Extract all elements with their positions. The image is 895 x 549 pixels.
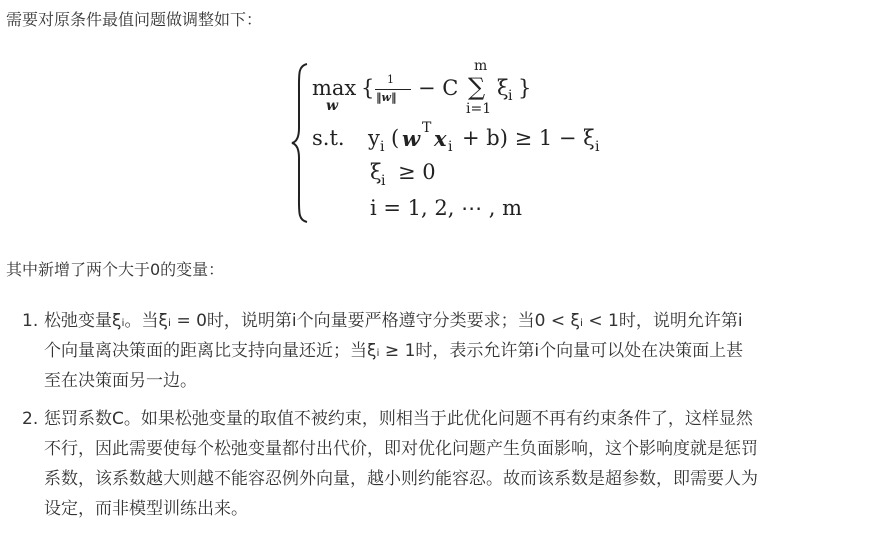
list-item-penalty xyxy=(0,404,895,524)
open-paren: ( xyxy=(391,126,400,150)
minus-c: − C xyxy=(418,76,459,100)
y-symbol: y xyxy=(368,126,380,150)
subject-to: s.t. xyxy=(312,126,345,150)
w-vector: w xyxy=(402,126,421,151)
nonnegative: ≥ 0 xyxy=(398,160,436,184)
sum-lower: i=1 xyxy=(466,101,492,117)
xi-symbol-2: ξ xyxy=(370,160,382,184)
fraction-bar xyxy=(375,89,411,90)
list-line: 不行，因此需要使每个松弛变量都付出代价，即对优化问题产生负面影响，这个影响度就是惩罚 xyxy=(44,439,758,459)
list-line: 个向量离决策面的距离比支持向量还近；当ξᵢ ≥ 1时，表示允许第i个向量可以处在决策面上甚 xyxy=(44,341,744,361)
index-range: i = 1, 2, ⋯ , m xyxy=(370,196,523,220)
variable-list xyxy=(0,306,895,524)
xi-symbol: ξ xyxy=(497,76,509,100)
fraction-denominator: ‖w‖ xyxy=(376,91,397,104)
y-subscript: i xyxy=(380,139,385,155)
transpose-mark: T xyxy=(422,120,432,136)
constraint-rest: + b) ≥ 1 − ξ xyxy=(462,126,595,150)
sum-symbol: ∑ xyxy=(468,73,486,101)
x-vector: x xyxy=(434,126,447,151)
list-line: 设定，而非模型训练出来。 xyxy=(44,499,248,519)
after-text: 其中新增了两个大于0的变量： xyxy=(6,260,225,279)
left-curly: { xyxy=(361,76,375,100)
right-curly: } xyxy=(518,76,532,100)
fraction-numerator: 1 xyxy=(387,73,394,86)
list-number: 2. xyxy=(22,409,39,429)
max-operator: max xyxy=(312,76,357,100)
xi-subscript-2: i xyxy=(381,173,386,189)
xi-subscript: i xyxy=(508,88,513,104)
intro-text: 需要对原条件最值问题做调整如下： xyxy=(6,10,263,29)
list-line: 惩罚系数C。如果松弛变量的取值不被约束，则相当于此优化问题不再有约束条件了，这样显然 xyxy=(44,409,753,429)
left-brace-icon xyxy=(290,62,310,224)
x-subscript: i xyxy=(448,139,453,155)
list-line: 至在决策面另一边。 xyxy=(44,371,197,391)
sum-upper: m xyxy=(474,58,488,74)
constraint-subscript: i xyxy=(595,139,600,155)
list-line: 松弛变量ξᵢ。当ξᵢ = 0时，说明第i个向量要严格遵守分类要求；当0 < ξᵢ < 1时，说明允许第i xyxy=(44,311,743,331)
max-subscript: w xyxy=(326,98,339,114)
list-number: 1. xyxy=(22,311,39,331)
list-item-slack xyxy=(0,306,895,396)
list-line: 系数，该系数越大则越不能容忍例外向量，越小则约能容忍。故而该系数是超参数，即需要人为 xyxy=(44,469,758,489)
